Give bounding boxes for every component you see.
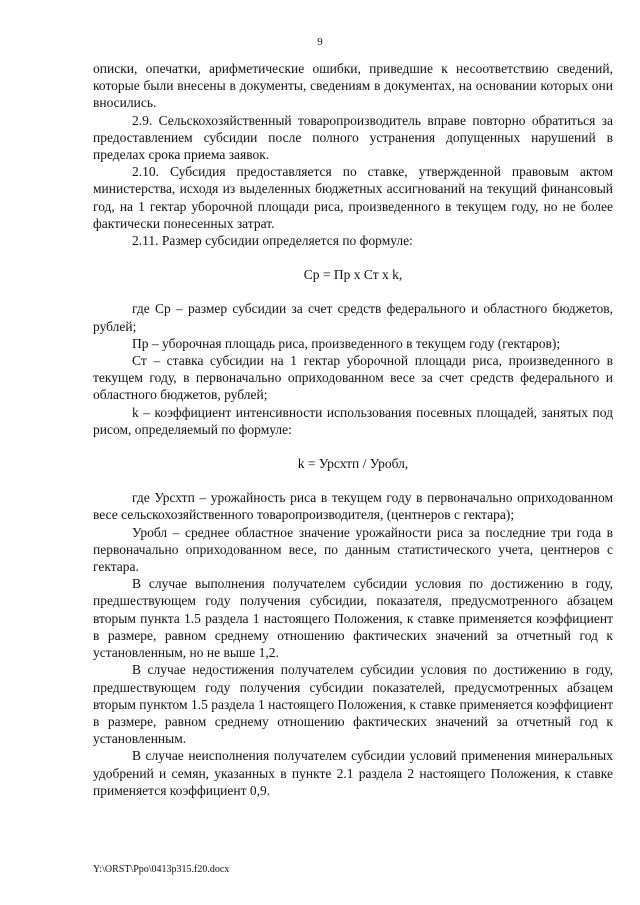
definition-k: k – коэффициент интенсивности использования посевных площадей, занятых под рисом, определяемый по формуле:: [93, 404, 613, 437]
page-number: 9: [317, 36, 323, 48]
paragraph-2-9: 2.9. Сельскохозяйственный товаропроизводитель вправе повторно обратиться за предоставлением субсидии после полного устранения допущенных нарушений в пределах срока приема заявок.: [93, 112, 613, 163]
definition-cp: где Ср – размер субсидии за счет средств федерального и областного бюджетов, рублей;: [93, 301, 613, 334]
formula-coefficient: k = Урсхтп / Уробл,: [297, 456, 409, 472]
paragraph-achievement: В случае выполнения получателем субсидии условия по достижению в году, предшествующем году получения субсидии, показателя, предусмотренного абзацем вторым пункта 1.5 раздела 1 настоящего Положения, к ставке применяется коэффициент в размере, равном среднему отношению фактических значений за отчетный год к установленным, но не выше 1,2.: [93, 576, 613, 661]
paragraph-2-11: 2.11. Размер субсидии определяется по формуле:: [132, 233, 413, 249]
paragraph-non-achievement: В случае недостижения получателем субсидии условия по достижению в году, предшествующем году получения субсидии показателей, предусмотренных абзацем вторым пунктом 1.5 раздела 1 настоящего Положения, к ставке применяется коэффициент в размере, равном среднему отношению фактических значений за отчетный год к установленным.: [93, 662, 613, 747]
paragraph-non-fulfillment: В случае неисполнения получателем субсидии условий применения минеральных удобрений и семян, указанных в пункте 2.1 раздела 2 настоящего Положения, к ставке применяется коэффициент 0,9.: [93, 748, 613, 798]
paragraph-2-10: 2.10. Субсидия предоставляется по ставке, утвержденной правовым актом министерства, исходя из выделенных бюджетных ассигнований на текущий финансовый год, на 1 гектар уборочной площади риса, произведенного в текущем году, но не более фактически понесенных затрат.: [93, 164, 613, 231]
formula-subsidy: Ср = Пр х Ст х k,: [303, 267, 403, 283]
definition-st: Ст – ставка субсидии на 1 гектар уборочной площади риса, произведенного в текущем году, в первоначально оприходованном весе за счет средств федерального и областного бюджетов, рублей;: [93, 353, 613, 403]
footer-file-path: Y:\ORST\Ppo\0413p315.f20.docx: [93, 864, 230, 875]
definition-pr: Пр – уборочная площадь риса, произведенного в текущем году (гектаров);: [132, 335, 561, 351]
definition-urshtp: где Урсхтп – урожайность риса в текущем году в первоначально оприходованном весе сельскохозяйственного товаропроизводителя, (центнеров с гектара);: [93, 490, 613, 523]
definition-urobl: Уробл – среднее областное значение урожайности риса за последние три года в первоначально оприходованном весе, по данным статистического учета, центнеров с гектара.: [93, 524, 613, 575]
paragraph-continuation: описки, опечатки, арифметические ошибки, приведшие к несоответствию сведений, которые были внесены в документы, сведениям в документах, на основании которых они вносились.: [93, 61, 613, 111]
document-body: [93, 60, 613, 799]
